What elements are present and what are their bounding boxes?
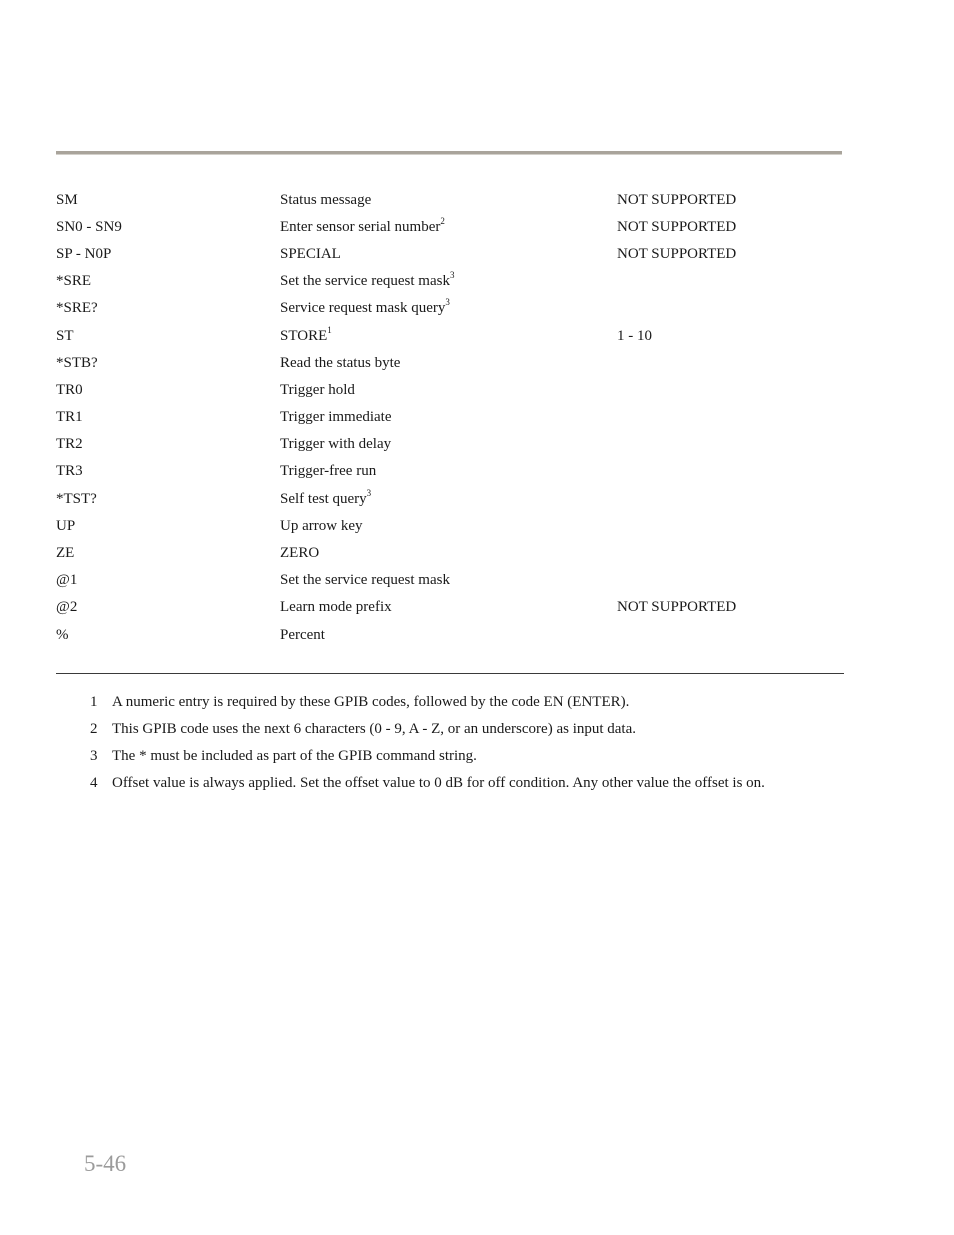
code-description: Service request mask query — [280, 300, 446, 317]
code-note — [617, 431, 842, 458]
code-note — [617, 404, 842, 431]
code-description: Trigger hold — [280, 381, 355, 398]
gpib-code: UP — [56, 517, 76, 534]
code-note: NOT SUPPORTED — [617, 599, 737, 616]
code-description-cell — [280, 322, 617, 349]
gpib-code: SN0 - SN9 — [56, 218, 122, 235]
gpib-codes-table — [56, 186, 842, 648]
code-note — [617, 268, 842, 295]
footnote-number: 4 — [90, 775, 98, 792]
code-description: SPECIAL — [280, 245, 341, 262]
footnote — [90, 715, 850, 742]
code-note — [617, 485, 842, 512]
gpib-code: TR0 — [56, 381, 83, 398]
code-description-cell — [280, 213, 617, 240]
code-description: Up arrow key — [280, 517, 363, 534]
gpib-code: @1 — [56, 572, 78, 589]
footnote-reference: 3 — [445, 297, 450, 308]
footnote-reference: 1 — [327, 324, 332, 335]
footnote-number: 3 — [90, 747, 98, 764]
footnote-reference: 2 — [440, 215, 445, 226]
table-row — [56, 240, 842, 267]
code-description-cell — [280, 268, 617, 295]
footnote — [90, 770, 850, 797]
code-description-cell — [280, 431, 617, 458]
code-description: Set the service request mask — [280, 572, 450, 589]
footnote-text: This GPIB code uses the next 6 characters (0 - 9, A - Z, or an underscore) as input data. — [112, 720, 637, 737]
table-row — [56, 512, 842, 539]
code-description-cell — [280, 295, 617, 322]
code-description-cell — [280, 458, 617, 485]
code-note: NOT SUPPORTED — [617, 245, 737, 262]
code-description-cell — [280, 594, 617, 621]
code-description-cell — [280, 186, 617, 213]
footnote-number: 1 — [90, 693, 98, 710]
table-row — [56, 349, 842, 376]
page-number: 5-46 — [84, 1151, 127, 1176]
code-description-cell — [280, 240, 617, 267]
code-description: Self test query — [280, 490, 367, 507]
table-row — [56, 621, 842, 648]
code-description-cell — [280, 485, 617, 512]
code-note — [617, 621, 842, 648]
footnote-text: Offset value is always applied. Set the offset value to 0 dB for off condition. Any other value the offset is on. — [112, 775, 765, 792]
code-note — [617, 295, 842, 322]
top-rule — [56, 151, 842, 155]
footnote-text: The * must be included as part of the GPIB command string. — [112, 747, 477, 764]
footnote-number: 2 — [90, 720, 98, 737]
code-description: Enter sensor serial number — [280, 218, 441, 235]
table-row — [56, 322, 842, 349]
code-description: Trigger immediate — [280, 409, 392, 426]
table-row — [56, 186, 842, 213]
code-note — [617, 458, 842, 485]
code-description: Learn mode prefix — [280, 599, 392, 616]
code-description-cell — [280, 376, 617, 403]
table-row — [56, 376, 842, 403]
code-description: Trigger with delay — [280, 436, 392, 453]
code-description-cell — [280, 567, 617, 594]
gpib-code: *TST? — [56, 490, 97, 507]
code-note — [617, 512, 842, 539]
code-note — [617, 567, 842, 594]
gpib-code: % — [56, 626, 69, 643]
code-note: NOT SUPPORTED — [617, 191, 737, 208]
gpib-code: *SRE — [56, 273, 92, 290]
table-row — [56, 295, 842, 322]
footnote — [90, 688, 850, 715]
footnotes — [90, 688, 850, 797]
gpib-code: @2 — [56, 599, 78, 616]
gpib-code: TR3 — [56, 463, 83, 480]
footnote-reference: 3 — [366, 487, 372, 498]
code-description: Status message — [280, 191, 372, 208]
table-row — [56, 594, 842, 621]
footnote — [90, 742, 850, 769]
code-description-cell — [280, 621, 617, 648]
code-description: Read the status byte — [280, 354, 401, 371]
code-description: ZERO — [280, 545, 320, 562]
gpib-code: SM — [56, 191, 78, 208]
code-description-cell — [280, 512, 617, 539]
footnote-text: A numeric entry is required by these GPIB codes, followed by the code EN (ENTER). — [112, 693, 630, 710]
code-description: Percent — [280, 626, 325, 643]
code-note: 1 - 10 — [617, 327, 652, 344]
gpib-code: ZE — [56, 545, 75, 562]
table-row — [56, 485, 842, 512]
code-description: Set the service request mask — [280, 273, 450, 290]
table-row — [56, 458, 842, 485]
table-row — [56, 431, 842, 458]
gpib-code: SP - N0P — [56, 245, 112, 262]
footnote-reference: 3 — [449, 270, 455, 281]
table-row — [56, 213, 842, 240]
gpib-code: TR1 — [56, 409, 83, 426]
code-description-cell — [280, 404, 617, 431]
table-row — [56, 404, 842, 431]
table-row — [56, 539, 842, 566]
gpib-code: *SRE? — [56, 300, 98, 317]
code-description: STORE — [280, 327, 328, 344]
table-bottom-rule — [56, 673, 844, 674]
gpib-code: *STB? — [56, 354, 98, 371]
code-description: Trigger-free run — [280, 463, 377, 480]
gpib-code: ST — [56, 327, 74, 344]
code-note — [617, 539, 842, 566]
code-description-cell — [280, 539, 617, 566]
table-row — [56, 567, 842, 594]
gpib-code: TR2 — [56, 436, 83, 453]
code-description-cell — [280, 349, 617, 376]
code-note: NOT SUPPORTED — [617, 218, 737, 235]
table-row — [56, 268, 842, 295]
code-note — [617, 376, 842, 403]
code-note — [617, 349, 842, 376]
